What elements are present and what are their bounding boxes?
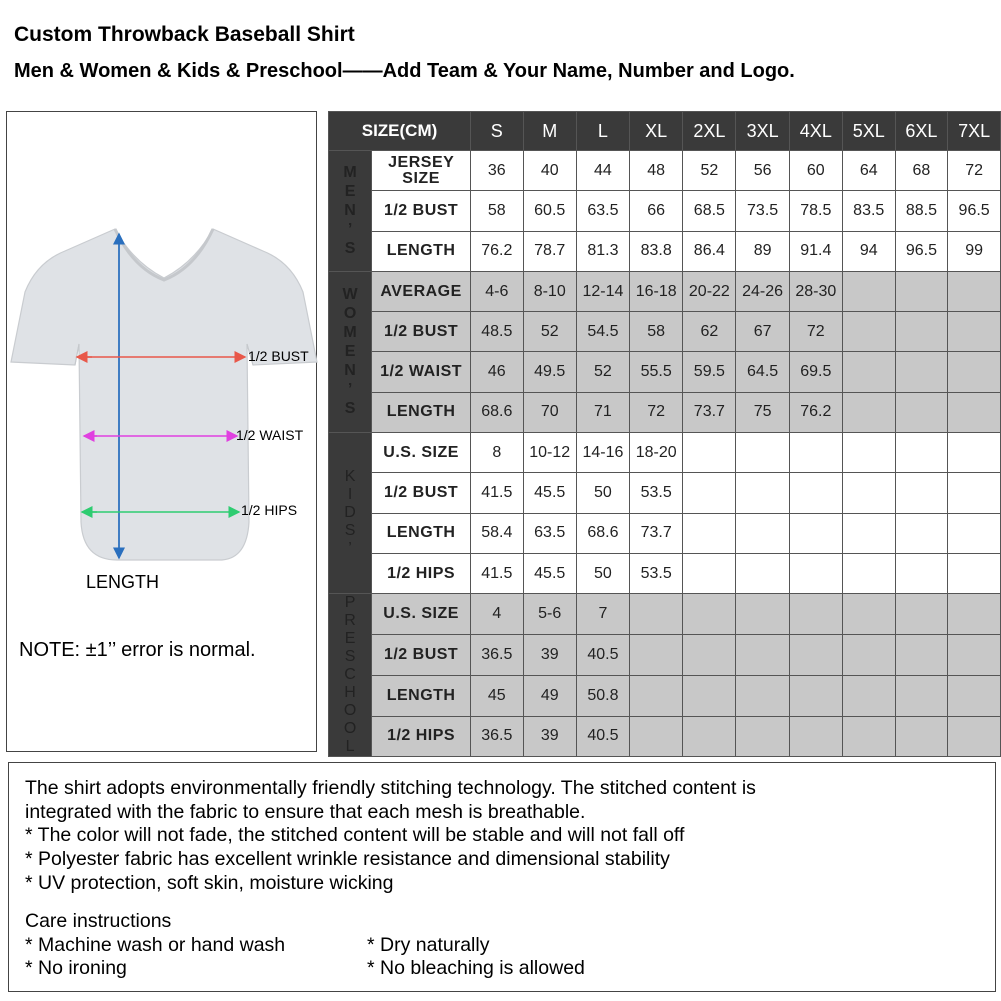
size-value-cell: 49.5 bbox=[523, 352, 576, 392]
size-value-cell: 4 bbox=[471, 594, 524, 635]
info-text: The shirt adopts environmentally friendly stitching technology. The stitched content is bbox=[25, 777, 756, 799]
size-value-cell: 68.6 bbox=[471, 392, 524, 432]
care-title: Care instructions bbox=[25, 910, 172, 932]
tolerance-note: NOTE: ±1’’ error is normal. bbox=[19, 639, 256, 661]
row-label: 1/2 HIPS bbox=[372, 553, 471, 593]
group-letter: R bbox=[344, 612, 356, 630]
size-value-cell bbox=[895, 513, 948, 553]
size-value-cell: 41.5 bbox=[471, 553, 524, 593]
size-value-cell: 88.5 bbox=[895, 191, 948, 231]
size-row bbox=[329, 635, 1001, 676]
size-value-cell bbox=[895, 675, 948, 716]
size-header-label: SIZE(CM) bbox=[329, 112, 471, 151]
size-value-cell bbox=[842, 513, 895, 553]
size-value-cell: 75 bbox=[736, 392, 789, 432]
size-value-cell: 46 bbox=[471, 352, 524, 392]
group-letter: ’ bbox=[347, 221, 353, 239]
size-value-cell: 40 bbox=[523, 151, 576, 191]
size-value-cell bbox=[683, 513, 736, 553]
size-value-cell bbox=[736, 553, 789, 593]
size-value-cell: 12-14 bbox=[576, 271, 629, 311]
size-value-cell bbox=[948, 594, 1001, 635]
size-value-cell: 18-20 bbox=[630, 433, 683, 473]
size-value-cell: 78.5 bbox=[789, 191, 842, 231]
size-column-header: 3XL bbox=[736, 112, 789, 151]
size-value-cell bbox=[789, 716, 842, 757]
size-value-cell: 55.5 bbox=[630, 352, 683, 392]
group-label bbox=[329, 151, 372, 272]
size-value-cell: 36.5 bbox=[471, 716, 524, 757]
size-value-cell: 53.5 bbox=[630, 553, 683, 593]
size-value-cell: 83.8 bbox=[630, 231, 683, 271]
group-letter: N bbox=[344, 362, 356, 380]
size-value-cell bbox=[948, 473, 1001, 513]
size-value-cell: 68.5 bbox=[683, 191, 736, 231]
group-letter: O bbox=[343, 305, 357, 323]
size-value-cell: 63.5 bbox=[576, 191, 629, 231]
size-value-cell bbox=[948, 392, 1001, 432]
size-table-body bbox=[329, 151, 1001, 757]
size-value-cell: 14-16 bbox=[576, 433, 629, 473]
size-value-cell: 94 bbox=[842, 231, 895, 271]
size-value-cell bbox=[789, 635, 842, 676]
size-column-header: 4XL bbox=[789, 112, 842, 151]
size-value-cell: 58 bbox=[630, 312, 683, 352]
size-value-cell bbox=[948, 635, 1001, 676]
group-letter: I bbox=[347, 486, 353, 504]
size-value-cell bbox=[948, 513, 1001, 553]
row-label: 1/2 BUST bbox=[372, 191, 471, 231]
size-row bbox=[329, 473, 1001, 513]
size-value-cell bbox=[789, 675, 842, 716]
size-value-cell bbox=[895, 553, 948, 593]
size-value-cell: 48 bbox=[630, 151, 683, 191]
size-value-cell: 89 bbox=[736, 231, 789, 271]
size-value-cell: 54.5 bbox=[576, 312, 629, 352]
size-value-cell: 45.5 bbox=[523, 473, 576, 513]
size-value-cell bbox=[736, 513, 789, 553]
size-row bbox=[329, 352, 1001, 392]
hips-label: 1/2 HIPS bbox=[241, 502, 298, 518]
size-column-header: 7XL bbox=[948, 112, 1001, 151]
size-value-cell: 81.3 bbox=[576, 231, 629, 271]
size-value-cell bbox=[683, 594, 736, 635]
group-letter: K bbox=[344, 468, 356, 486]
row-label: LENGTH bbox=[372, 231, 471, 271]
size-value-cell: 41.5 bbox=[471, 473, 524, 513]
size-value-cell bbox=[789, 473, 842, 513]
size-value-cell bbox=[948, 433, 1001, 473]
size-value-cell bbox=[895, 352, 948, 392]
size-value-cell: 68 bbox=[895, 151, 948, 191]
size-value-cell: 96.5 bbox=[895, 231, 948, 271]
page-title: Custom Throwback Baseball Shirt bbox=[14, 23, 355, 46]
size-value-cell: 72 bbox=[948, 151, 1001, 191]
size-value-cell bbox=[683, 716, 736, 757]
care-item: * Machine wash or hand wash bbox=[25, 934, 286, 956]
size-value-cell bbox=[842, 433, 895, 473]
care-item: * Dry naturally bbox=[367, 934, 490, 956]
size-value-cell: 45 bbox=[471, 675, 524, 716]
size-value-cell bbox=[736, 594, 789, 635]
care-item: * No bleaching is allowed bbox=[367, 957, 585, 979]
care-item: * No ironing bbox=[25, 957, 127, 979]
size-value-cell bbox=[842, 392, 895, 432]
group-letter: S bbox=[344, 522, 356, 540]
measurement-diagram bbox=[6, 111, 317, 752]
size-value-cell: 68.6 bbox=[576, 513, 629, 553]
size-column-header: 5XL bbox=[842, 112, 895, 151]
group-letter: S bbox=[344, 648, 356, 666]
group-letter: O bbox=[343, 720, 357, 738]
size-column-header: 6XL bbox=[895, 112, 948, 151]
size-value-cell bbox=[683, 553, 736, 593]
group-label bbox=[329, 594, 372, 757]
size-column-header: M bbox=[523, 112, 576, 151]
size-value-cell: 76.2 bbox=[471, 231, 524, 271]
size-value-cell: 39 bbox=[523, 716, 576, 757]
size-column-header: 2XL bbox=[683, 112, 736, 151]
size-chart-table bbox=[328, 111, 1001, 757]
row-label: 1/2 BUST bbox=[372, 473, 471, 513]
page-subtitle: Men & Women & Kids & Preschool——Add Team & Your Name, Number and Logo. bbox=[14, 60, 795, 82]
size-value-cell: 48.5 bbox=[471, 312, 524, 352]
size-column-header: L bbox=[576, 112, 629, 151]
size-value-cell: 73.7 bbox=[630, 513, 683, 553]
size-value-cell: 72 bbox=[789, 312, 842, 352]
size-value-cell bbox=[895, 433, 948, 473]
size-value-cell: 83.5 bbox=[842, 191, 895, 231]
size-value-cell: 20-22 bbox=[683, 271, 736, 311]
size-value-cell bbox=[630, 675, 683, 716]
size-value-cell: 44 bbox=[576, 151, 629, 191]
size-value-cell bbox=[895, 312, 948, 352]
group-letter: M bbox=[343, 324, 357, 342]
size-value-cell: 16-18 bbox=[630, 271, 683, 311]
size-value-cell bbox=[948, 675, 1001, 716]
size-value-cell bbox=[842, 553, 895, 593]
size-value-cell: 8 bbox=[471, 433, 524, 473]
size-value-cell bbox=[948, 271, 1001, 311]
size-value-cell: 28-30 bbox=[789, 271, 842, 311]
size-column-header: S bbox=[471, 112, 524, 151]
size-value-cell bbox=[842, 675, 895, 716]
size-row bbox=[329, 312, 1001, 352]
size-value-cell: 40.5 bbox=[576, 635, 629, 676]
size-row bbox=[329, 594, 1001, 635]
size-column-header: XL bbox=[630, 112, 683, 151]
size-row bbox=[329, 191, 1001, 231]
size-row bbox=[329, 271, 1001, 311]
group-letter: E bbox=[344, 183, 356, 201]
size-value-cell bbox=[683, 635, 736, 676]
group-letter: W bbox=[342, 286, 358, 304]
size-value-cell bbox=[789, 513, 842, 553]
size-value-cell: 50.8 bbox=[576, 675, 629, 716]
size-value-cell bbox=[789, 594, 842, 635]
size-value-cell: 91.4 bbox=[789, 231, 842, 271]
size-row bbox=[329, 151, 1001, 191]
size-value-cell: 60 bbox=[789, 151, 842, 191]
group-letter: L bbox=[345, 738, 355, 756]
row-label: JERSEY SIZE bbox=[372, 151, 471, 191]
size-row bbox=[329, 513, 1001, 553]
size-value-cell bbox=[630, 716, 683, 757]
size-value-cell: 63.5 bbox=[523, 513, 576, 553]
size-value-cell bbox=[842, 635, 895, 676]
size-value-cell bbox=[948, 312, 1001, 352]
size-value-cell bbox=[895, 271, 948, 311]
row-label: 1/2 BUST bbox=[372, 312, 471, 352]
size-value-cell bbox=[736, 433, 789, 473]
size-value-cell bbox=[736, 675, 789, 716]
feature-bullet: * The color will not fade, the stitched content will be stable and will not fall off bbox=[25, 824, 685, 846]
size-value-cell bbox=[789, 433, 842, 473]
size-value-cell: 10-12 bbox=[523, 433, 576, 473]
size-value-cell: 86.4 bbox=[683, 231, 736, 271]
size-row bbox=[329, 675, 1001, 716]
size-row bbox=[329, 716, 1001, 757]
size-row bbox=[329, 231, 1001, 271]
feature-bullet: * Polyester fabric has excellent wrinkle resistance and dimensional stability bbox=[25, 848, 670, 870]
size-value-cell bbox=[948, 553, 1001, 593]
size-header-row bbox=[329, 112, 1001, 151]
size-value-cell bbox=[736, 716, 789, 757]
size-value-cell: 36.5 bbox=[471, 635, 524, 676]
group-letter: C bbox=[344, 666, 356, 684]
size-value-cell bbox=[895, 473, 948, 513]
size-value-cell: 73.5 bbox=[736, 191, 789, 231]
size-value-cell bbox=[895, 635, 948, 676]
size-value-cell: 56 bbox=[736, 151, 789, 191]
size-value-cell: 50 bbox=[576, 473, 629, 513]
size-value-cell: 39 bbox=[523, 635, 576, 676]
waist-label: 1/2 WAIST bbox=[236, 427, 304, 443]
row-label: 1/2 BUST bbox=[372, 635, 471, 676]
size-value-cell: 66 bbox=[630, 191, 683, 231]
group-letter: S bbox=[344, 400, 356, 418]
group-letter: D bbox=[344, 504, 356, 522]
size-value-cell: 78.7 bbox=[523, 231, 576, 271]
size-value-cell bbox=[842, 352, 895, 392]
size-value-cell: 73.7 bbox=[683, 392, 736, 432]
size-value-cell bbox=[683, 473, 736, 513]
row-label: AVERAGE bbox=[372, 271, 471, 311]
bust-label: 1/2 BUST bbox=[248, 348, 309, 364]
group-letter: M bbox=[343, 164, 357, 182]
group-letter: E bbox=[344, 630, 356, 648]
info-text: integrated with the fabric to ensure that each mesh is breathable. bbox=[25, 801, 586, 823]
group-letter: S bbox=[344, 240, 356, 258]
group-label bbox=[329, 433, 372, 594]
size-value-cell bbox=[895, 594, 948, 635]
row-label: 1/2 HIPS bbox=[372, 716, 471, 757]
size-value-cell: 49 bbox=[523, 675, 576, 716]
size-value-cell bbox=[736, 635, 789, 676]
row-label: LENGTH bbox=[372, 675, 471, 716]
group-letter: P bbox=[344, 594, 356, 612]
size-value-cell: 76.2 bbox=[789, 392, 842, 432]
size-value-cell bbox=[630, 635, 683, 676]
size-value-cell: 24-26 bbox=[736, 271, 789, 311]
size-value-cell bbox=[630, 594, 683, 635]
size-value-cell bbox=[842, 312, 895, 352]
size-value-cell bbox=[842, 271, 895, 311]
group-letter: E bbox=[344, 343, 356, 361]
size-value-cell: 96.5 bbox=[948, 191, 1001, 231]
size-value-cell: 60.5 bbox=[523, 191, 576, 231]
size-value-cell bbox=[895, 716, 948, 757]
feature-bullet: * UV protection, soft skin, moisture wicking bbox=[25, 872, 394, 894]
size-value-cell: 53.5 bbox=[630, 473, 683, 513]
row-label: 1/2 WAIST bbox=[372, 352, 471, 392]
size-value-cell: 64 bbox=[842, 151, 895, 191]
size-value-cell: 70 bbox=[523, 392, 576, 432]
size-value-cell bbox=[948, 716, 1001, 757]
size-value-cell: 62 bbox=[683, 312, 736, 352]
size-value-cell: 36 bbox=[471, 151, 524, 191]
size-value-cell: 5-6 bbox=[523, 594, 576, 635]
size-value-cell: 69.5 bbox=[789, 352, 842, 392]
row-label: LENGTH bbox=[372, 513, 471, 553]
size-value-cell: 71 bbox=[576, 392, 629, 432]
group-letter: ’ bbox=[347, 381, 353, 399]
size-value-cell: 52 bbox=[576, 352, 629, 392]
size-value-cell bbox=[895, 392, 948, 432]
row-label: LENGTH bbox=[372, 392, 471, 432]
group-letter: N bbox=[344, 202, 356, 220]
size-value-cell: 99 bbox=[948, 231, 1001, 271]
size-value-cell: 67 bbox=[736, 312, 789, 352]
size-value-cell: 45.5 bbox=[523, 553, 576, 593]
size-value-cell: 40.5 bbox=[576, 716, 629, 757]
product-info-box bbox=[8, 762, 996, 992]
size-row bbox=[329, 392, 1001, 432]
size-value-cell: 4-6 bbox=[471, 271, 524, 311]
group-label bbox=[329, 271, 372, 432]
size-value-cell: 52 bbox=[683, 151, 736, 191]
size-value-cell bbox=[683, 675, 736, 716]
group-letter: ’ bbox=[348, 540, 352, 558]
row-label: U.S. SIZE bbox=[372, 594, 471, 635]
row-label: U.S. SIZE bbox=[372, 433, 471, 473]
size-value-cell bbox=[683, 433, 736, 473]
group-letter: H bbox=[344, 684, 356, 702]
size-value-cell bbox=[842, 594, 895, 635]
size-value-cell bbox=[789, 553, 842, 593]
size-value-cell: 64.5 bbox=[736, 352, 789, 392]
size-value-cell: 7 bbox=[576, 594, 629, 635]
size-value-cell: 58.4 bbox=[471, 513, 524, 553]
size-value-cell: 58 bbox=[471, 191, 524, 231]
size-value-cell: 50 bbox=[576, 553, 629, 593]
size-value-cell: 72 bbox=[630, 392, 683, 432]
size-value-cell: 59.5 bbox=[683, 352, 736, 392]
group-letter: O bbox=[343, 702, 357, 720]
size-value-cell bbox=[842, 473, 895, 513]
size-value-cell: 52 bbox=[523, 312, 576, 352]
size-value-cell bbox=[948, 352, 1001, 392]
size-value-cell: 8-10 bbox=[523, 271, 576, 311]
size-row bbox=[329, 433, 1001, 473]
size-row bbox=[329, 553, 1001, 593]
size-value-cell bbox=[736, 473, 789, 513]
size-value-cell bbox=[842, 716, 895, 757]
length-label: LENGTH bbox=[86, 572, 160, 592]
